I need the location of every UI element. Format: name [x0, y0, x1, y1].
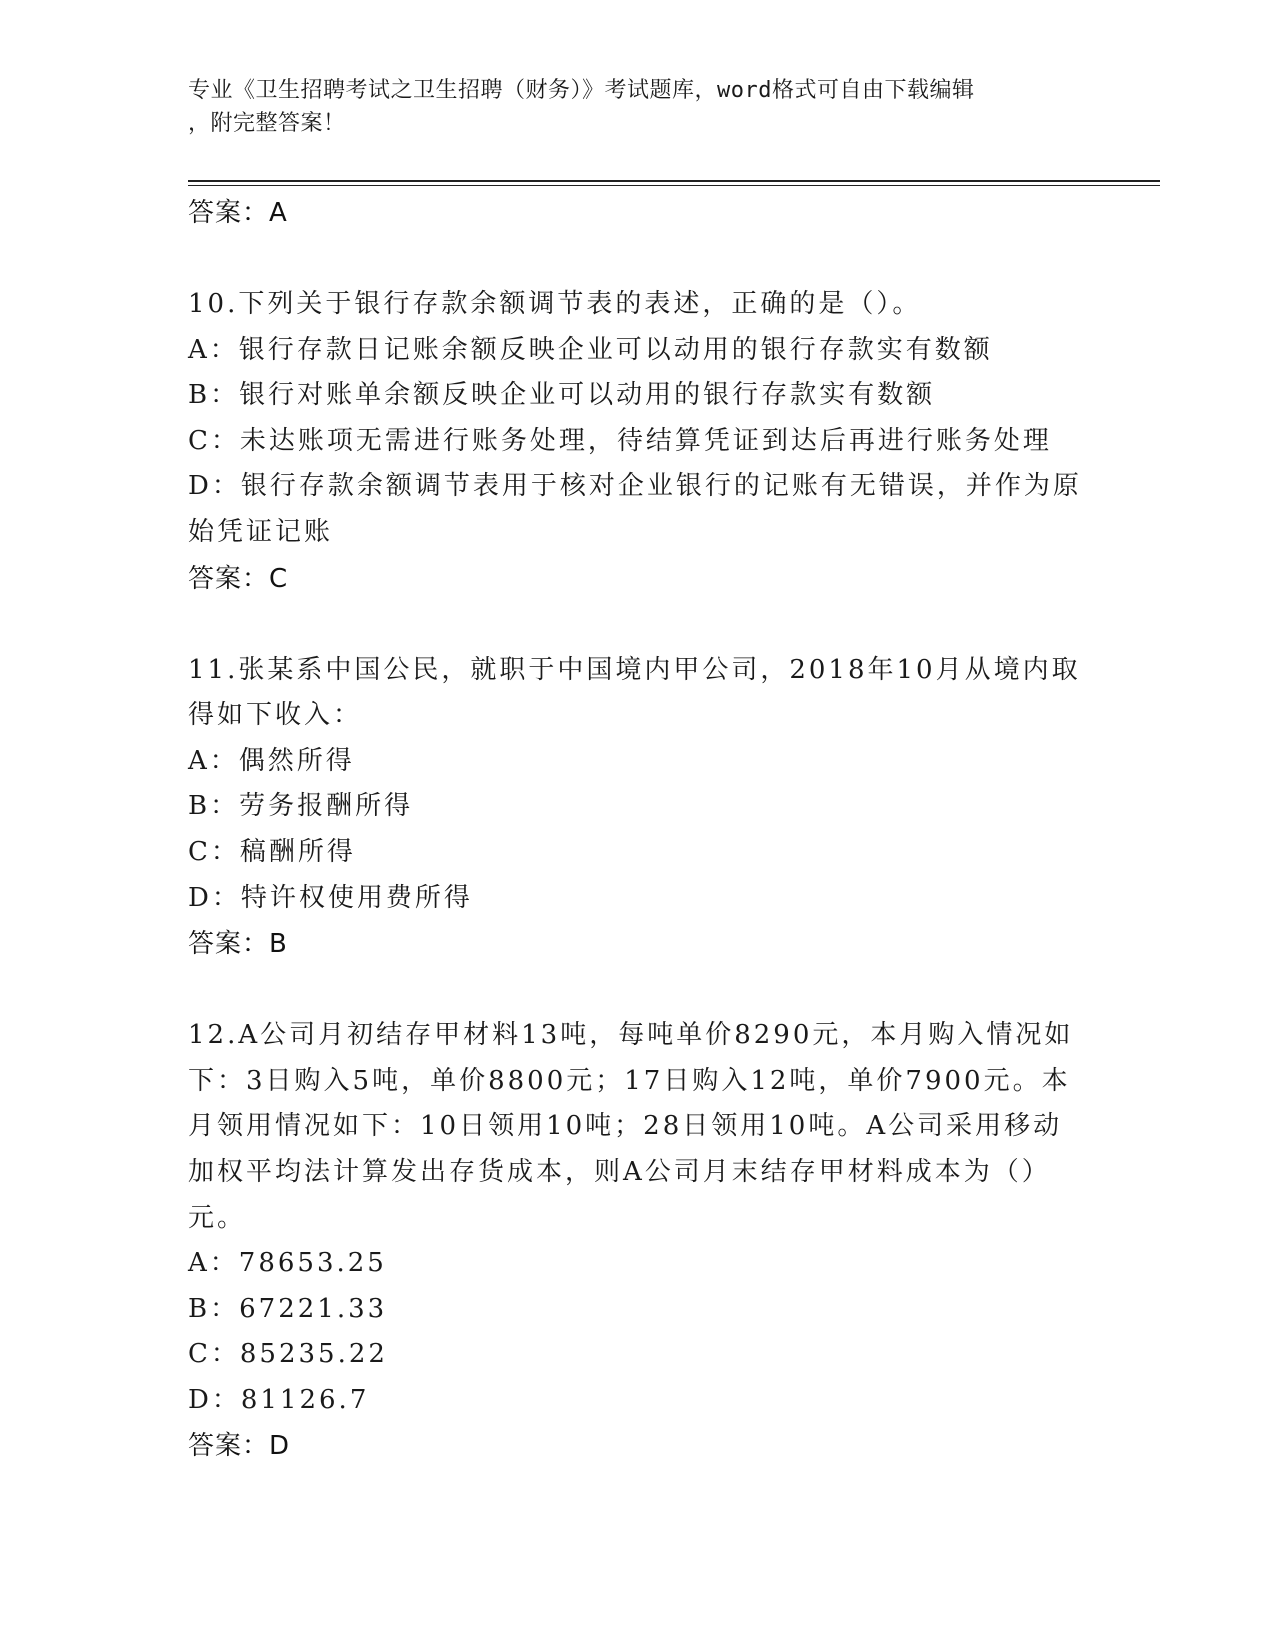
option-b: B：银行对账单余额反映企业可以动用的银行存款实有数额 — [188, 380, 936, 411]
answer: 答案：C — [188, 563, 289, 594]
option-d: D：81126.7 — [188, 1384, 370, 1415]
header-line-2: ，附完整答案！ — [188, 111, 346, 136]
option-c: C：85235.22 — [188, 1339, 388, 1370]
question-10 — [188, 282, 1088, 602]
question-stem: 11.张某系中国公民，就职于中国境内甲公司，2018年10月从境内取得如下收入： — [188, 654, 1081, 731]
question-list — [188, 190, 1088, 1469]
option-b: B：67221.33 — [188, 1293, 388, 1324]
option-d: D：特许权使用费所得 — [188, 882, 473, 913]
answer: 答案：B — [188, 929, 288, 960]
spacer — [188, 967, 1088, 1013]
question-11 — [188, 648, 1088, 968]
answer: 答案：D — [188, 1431, 291, 1462]
option-a: A：78653.25 — [188, 1248, 387, 1279]
previous-answer: 答案：A — [188, 198, 288, 228]
option-a: A：银行存款日记账余额反映企业可以动用的银行存款实有数额 — [188, 334, 993, 365]
question-12 — [188, 1013, 1088, 1469]
header-line-1: 专业《卫生招聘考试之卫生招聘（财务）》考试题库，word格式可自由下载编辑 — [188, 78, 975, 103]
spacer — [188, 602, 1088, 648]
option-d: D：银行存款余额调节表用于核对企业银行的记账有无错误，并作为原始凭证记账 — [188, 471, 1082, 547]
question-stem: 10.下列关于银行存款余额调节表的表述，正确的是（）。 — [188, 289, 922, 319]
option-c: C：未达账项无需进行账务处理，待结算凭证到达后再进行账务处理 — [188, 425, 1052, 456]
header-divider-thin — [188, 185, 1160, 186]
page-header — [188, 74, 1068, 140]
header-divider-thick — [188, 180, 1160, 182]
spacer — [188, 236, 1088, 282]
option-c: C：稿酬所得 — [188, 836, 356, 867]
option-a: A：偶然所得 — [188, 745, 355, 776]
option-b: B：劳务报酬所得 — [188, 791, 414, 822]
question-stem: 12.A公司月初结存甲材料13吨，每吨单价8290元，本月购入情况如下：3日购入5吨，单价8800元；17日购入12吨，单价7900元。本月领用情况如下：10日领用10吨；28日领用10吨。A公司采用移动加权平均法计算发出存货成本，则A公司月末结存甲材料成本为（）元。 — [188, 1020, 1074, 1233]
